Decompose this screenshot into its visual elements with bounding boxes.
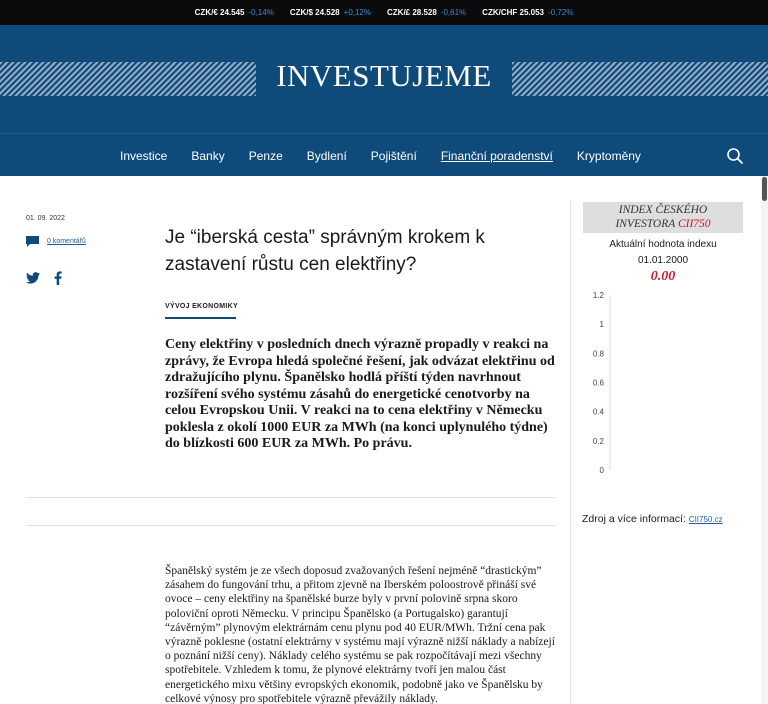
- ticker-change: -0,61%: [440, 8, 467, 17]
- nav-item-investice[interactable]: Investice: [120, 148, 168, 163]
- nav-item-pojisteni[interactable]: Pojištění: [370, 148, 417, 163]
- chart-y-tick-label: 0.4: [592, 407, 604, 417]
- social-share: [26, 271, 62, 285]
- chart-y-tick-label: 1: [599, 320, 604, 330]
- nav-item-bydleni[interactable]: Bydlení: [306, 148, 347, 163]
- index-title-line2: [583, 218, 743, 232]
- index-title-box: [583, 202, 743, 233]
- source-info: [582, 513, 723, 525]
- ticker-item-chf: [482, 8, 573, 17]
- ticker-item-eur: [195, 8, 274, 17]
- site-logo[interactable]: INVESTUJEME: [276, 58, 492, 93]
- ticker-item-usd: [290, 8, 371, 17]
- nav-item-financni-poradenstvi[interactable]: Finanční poradenství: [440, 148, 553, 163]
- sidebar-divider: [570, 200, 571, 704]
- search-icon[interactable]: [726, 147, 744, 165]
- scrollbar-thumb[interactable]: [762, 177, 767, 201]
- chart-y-tick-label: 0.2: [592, 436, 604, 446]
- site-header: [0, 25, 768, 133]
- nav-item-penze[interactable]: Penze: [248, 148, 283, 163]
- index-value-date: 01.01.2000: [637, 255, 689, 266]
- scrollbar-track[interactable]: [761, 176, 768, 704]
- currency-ticker: [0, 0, 768, 25]
- ticker-item-gbp: [387, 8, 466, 17]
- ticker-change: -0,14%: [248, 8, 274, 17]
- ticker-change: -0,72%: [547, 8, 574, 17]
- comments-link-group[interactable]: [26, 236, 86, 247]
- chart-y-tick-label: 0: [599, 466, 604, 475]
- index-chart: [583, 286, 753, 478]
- facebook-icon[interactable]: [54, 271, 62, 285]
- index-title-code: CII750: [677, 217, 711, 230]
- comment-icon[interactable]: [26, 236, 39, 247]
- main-nav: [0, 133, 768, 176]
- chart-y-tick-label: 0.6: [592, 378, 604, 388]
- article-title: Je “iberská cesta” správným krokem k zastavení růstu cen elektřiny?: [165, 227, 485, 275]
- index-value-label: Aktuální hodnota indexu: [609, 239, 717, 250]
- ticker-pair: CZK/$ 24.528: [289, 8, 340, 17]
- index-title-prefix: INVESTORA: [615, 217, 678, 230]
- source-link[interactable]: CII750.cz: [688, 515, 723, 524]
- article-lead: Ceny elektřiny v posledních dnech výrazně propadly v reakci na zprávy, že Evropa hledá společné řešení, jak odvázat elektřinu od zdražujícího plynu. Španělsko hodlá příští týden navrhnout rozšíření svého systému zásahů do energetické cenotvorby na celou Evropskou Unii. V reakci na to cena elektřiny v Německu poklesla z okolí 1000 EUR za MWh (na konci uplynulého týdne) do blízkosti 600 EUR za MWh. Po právu.: [165, 337, 555, 451]
- category-underline: [165, 317, 236, 319]
- article-date: 01. 09. 2022: [26, 215, 65, 222]
- twitter-icon[interactable]: [26, 272, 40, 284]
- chart-y-tick-label: 0.8: [592, 349, 604, 359]
- ticker-pair: CZK/CHF 25.053: [482, 8, 544, 17]
- comments-link[interactable]: 0 komentářů: [47, 238, 86, 245]
- ticker-pair: CZK/£ 28.528: [387, 8, 437, 17]
- nav-item-kryptomeny[interactable]: Kryptoměny: [576, 148, 641, 163]
- divider-top: [26, 497, 556, 498]
- source-label: Zdroj a více informací:: [582, 513, 686, 525]
- ticker-pair: CZK/€ 24.545: [194, 8, 245, 17]
- index-title-line1: INDEX ČESKÉHO: [618, 204, 708, 216]
- article-body: Španělský systém je ze všech doposud zvažovaných řešení nejméně “drastickým” zásahem do fungování trhu, a přitom zjevně na Iberském poloostrově přináší své ovoce – ceny elektřiny na španělské burze byly v první polovině srpna skoro poloviční oproti Německu. V principu Španělsko (a Portugalsko) garantují “závěrným” plynovým elektrárnám cenu plynu pod 40 EUR/MWh. Tržní cena pak výrazně poklesne (ostatní elektrárny v systému mají výrazně nižší náklady a nabízejí o poznání nižší ceny). Náklady celého systému se pak rozpočítávají mezi všechny spotřebitele. Vzhledem k tomu, že plynové elektrárny tvoří jen malou část energetického mixu většiny evropských ekonomik, podobně jako ve Španělsku by celkové výnosy pro spotřebitele výrazně převážily náklady.: [165, 565, 555, 704]
- divider-bottom: [26, 525, 556, 526]
- ticker-change: +0,12%: [343, 8, 371, 17]
- nav-item-banky[interactable]: Banky: [191, 148, 225, 163]
- chart-y-tick-label: 1.2: [592, 291, 604, 300]
- index-value: 0.00: [650, 269, 676, 284]
- article-category[interactable]: VÝVOJ EKONOMIKY: [165, 303, 238, 310]
